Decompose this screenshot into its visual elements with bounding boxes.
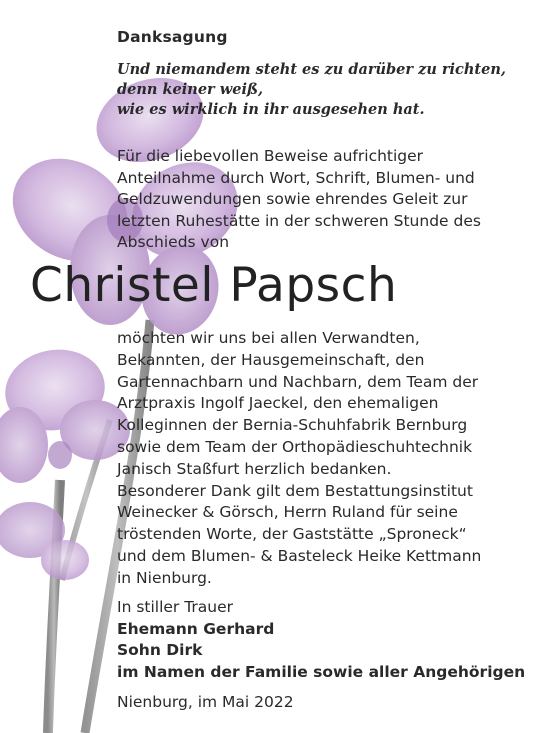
thanks-line: Bekannten, der Hausgemeinschaft, den (117, 350, 425, 369)
thanks-line: Janisch Staßfurt herzlich bedanken. (117, 459, 392, 478)
intro-line: Für die liebevollen Beweise aufrichtiger (117, 147, 424, 165)
thanks-line: tröstenden Worte, der Gaststätte „Sproneck“ (117, 525, 467, 544)
thanks-line: Kolleginnen der Bernia-Schuhfabrik Bernburg (117, 416, 468, 435)
thanks-line: möchten wir uns bei allen Verwandten, (117, 329, 420, 347)
mourner-name: Ehemann Gerhard (117, 619, 275, 638)
motto-verse (117, 60, 506, 120)
motto-line: Und niemandem steht es zu darüber zu richten, (117, 61, 506, 78)
intro-line: letzten Ruhestätte in der schweren Stunde des (117, 211, 481, 230)
intro-line: Anteilnahme durch Wort, Schrift, Blumen- und (117, 168, 475, 187)
thanks-line: Weinecker & Görsch, Herrn Ruland für seine (117, 503, 458, 522)
intro-line: Geldzuwendungen sowie ehrendes Geleit zur (117, 190, 468, 208)
thanks-line: in Nienburg. (117, 568, 212, 587)
thanks-paragraph (117, 328, 481, 590)
thanks-line: Gartennachbarn und Nachbarn, dem Team der (117, 372, 479, 391)
thanks-line: sowie dem Team der Orthopädieschuhtechnik (117, 437, 473, 456)
thanks-line: Besonderer Dank gilt dem Bestattungsinstitut (117, 481, 473, 500)
thanks-line: Arztpraxis Ingolf Jaeckel, den ehemaligen (117, 394, 439, 413)
intro-paragraph (117, 146, 481, 254)
motto-line: wie es wirklich in ihr ausgesehen hat. (117, 101, 425, 118)
thanks-line: und dem Blumen- & Basteleck Heike Kettmann (117, 546, 482, 565)
intro-line: Abschieds von (117, 233, 230, 251)
signature-block (117, 597, 525, 683)
deceased-name: Christel Papsch (30, 258, 398, 313)
mourner-family: im Namen der Familie sowie aller Angehörigen (117, 662, 526, 681)
heading: Danksagung (117, 28, 228, 46)
motto-line: denn keiner weiß, (117, 81, 264, 98)
mourning-intro: In stiller Trauer (117, 598, 234, 616)
place-date: Nienburg, im Mai 2022 (117, 693, 294, 711)
mourner-name: Sohn Dirk (117, 641, 203, 659)
